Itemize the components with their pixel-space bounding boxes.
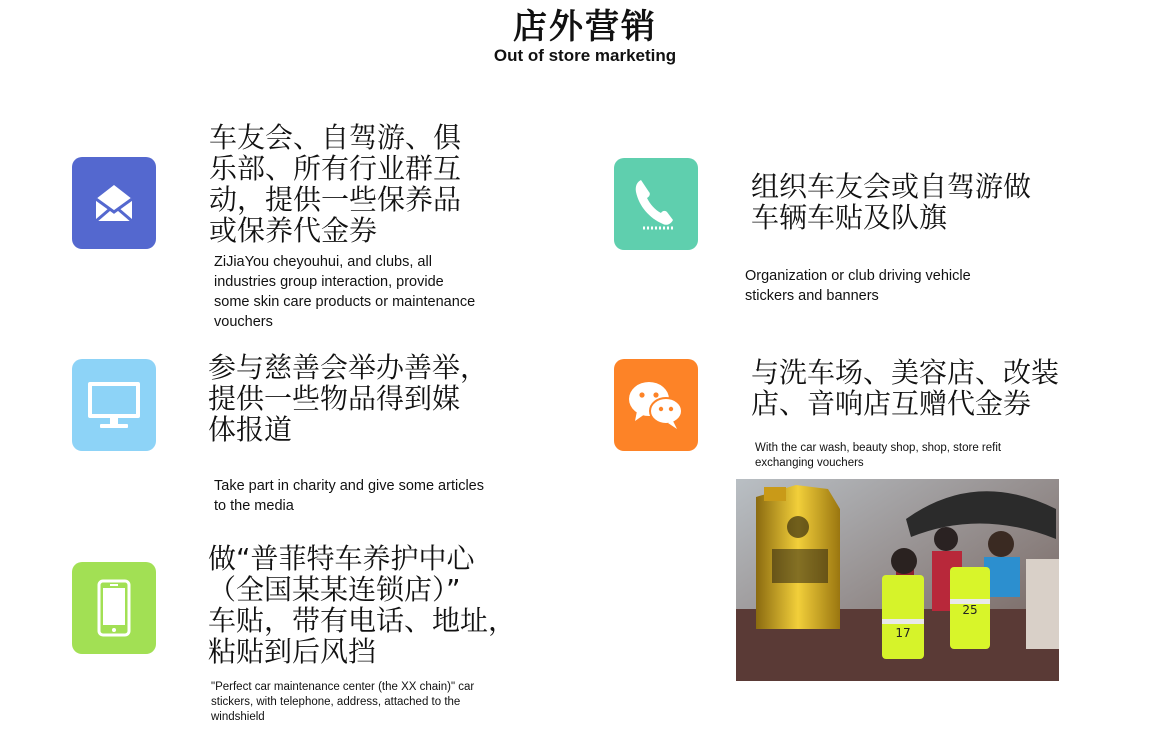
phone-icon — [629, 174, 683, 234]
mail-icon — [90, 179, 138, 227]
item-2-en-text: Organization or club driving vehicle stickers and banners — [745, 268, 971, 304]
item-1-cn-text: 车友会、自驾游、俱 乐部、所有行业群互 动，提供一些保养品 或保养代金券 — [209, 121, 462, 247]
vest-number-25: 25 — [962, 603, 978, 617]
page-title: 店外营销 — [513, 7, 657, 47]
item-3-cn-text: 参与慈善会举办善举， 提供一些物品得到媒 体报道 — [208, 351, 489, 446]
item-5-cn-text: 做“普菲特车养护中心 （全国某某连锁店）” 车贴，带有电话、地址， 粘贴到后风挡 — [208, 542, 517, 668]
item-2-cn-text: 组织车友会或自驾游做 车辆车贴及队旗 — [751, 170, 1032, 234]
item-4-en-text: With the car wash, beauty shop, shop, store refit exchanging vouchers — [755, 442, 1002, 469]
monitor-tile — [72, 359, 156, 451]
item-5-en-text: "Perfect car maintenance center (the XX chain)" car stickers, with telephone, address, attached to the windshield — [211, 681, 475, 723]
mobile-phone-icon — [97, 579, 131, 637]
mail-tile — [72, 157, 156, 249]
item-4-cn-text: 与洗车场、美容店、改装 店、音响店互赠代金券 — [751, 356, 1060, 420]
item-3-en-text: Take part in charity and give some articles to the media — [214, 478, 484, 514]
chat-icon — [627, 379, 685, 431]
event-photo — [736, 479, 1059, 681]
phone-tile — [614, 158, 698, 250]
event-photo-illustration — [736, 479, 1059, 681]
page-subtitle: Out of store marketing — [493, 46, 677, 65]
chat-tile — [614, 359, 698, 451]
vest-number-17: 17 — [895, 626, 911, 640]
mobile-phone-tile — [72, 562, 156, 654]
item-1-en-text: ZiJiaYou cheyouhui, and clubs, all industries group interaction, provide some skin care products or maintenance vouchers — [214, 254, 476, 330]
monitor-icon — [86, 380, 142, 430]
